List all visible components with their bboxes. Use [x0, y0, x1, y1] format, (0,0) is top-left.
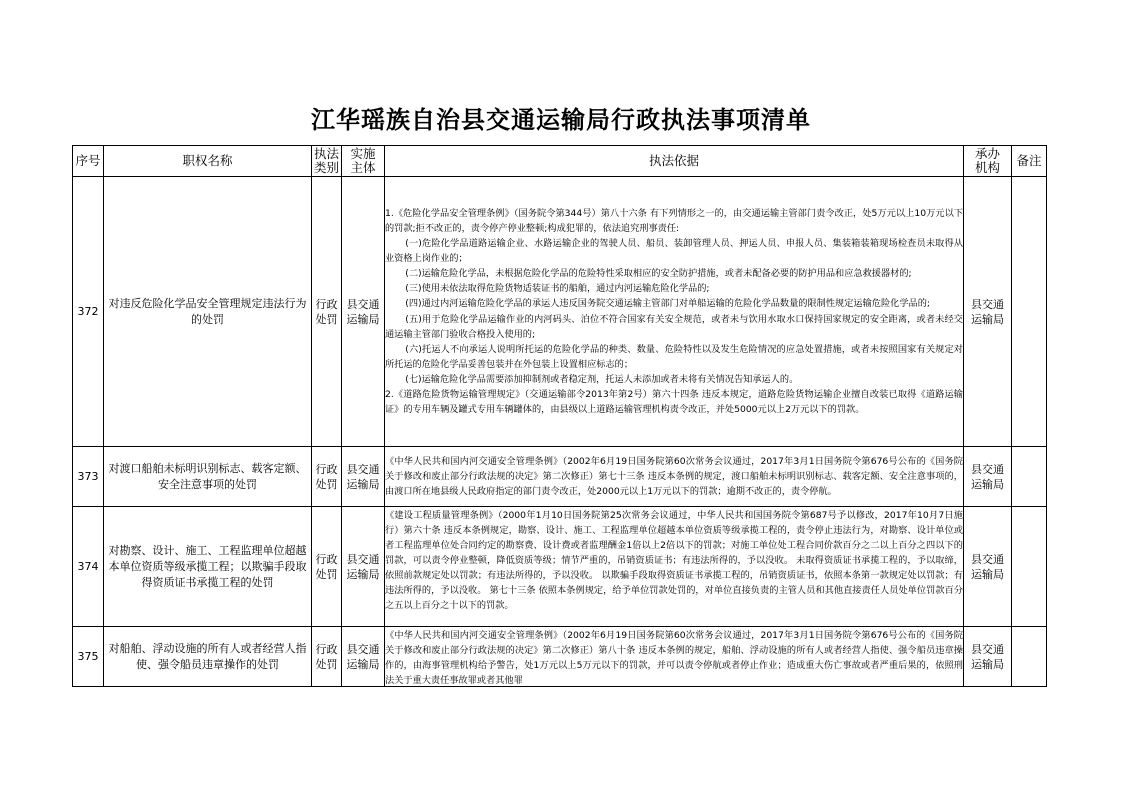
row-note — [1012, 507, 1047, 627]
header-name: 职权名称 — [104, 146, 312, 177]
row-dept: 县交通 运输局 — [964, 627, 1012, 687]
page-title: 江华瑶族自治县交通运输局行政执法事项清单 — [311, 105, 811, 134]
basis-paragraph: 《建设工程质量管理条例》（2000年1月10日国务院第25次常务会议通过，中华人民共和国国务院令第687号予以修改，2017年10月7日施行）第六十条 违反本条例规定，勘察、设计、施工、工程监理单位超越本单位资质等级承揽工程的，责令停止违法行为，对勘察、设计单位或者工程监理单位处合同约定的勘察费、设计费或者监理酬金1倍以上2倍以下的罚款；对施工单位处工程合同价款百分之二以上百分之四以下的罚款，可以责令停业整顿，降低资质等级；情节严重的，吊销资质证书；有违法所得的，予以没收。 未取得资质证书承揽工程的，予以取缔，依照前款规定处以罚款；有违法所得的，予以没收。 以欺骗手段取得资质证书承揽工程的，吊销资质证书，依照本条第一款规定处以罚款；有违法所得的，予以没收。 第七十三条 依照本条例规定，给予单位罚款处罚的，对单位直接负责的主管人员和其他直接责任人员处单位罚款百分之五以上百分之十以下的罚款。 — [385, 509, 963, 612]
basis-paragraph: (四)通过内河运输危险化学品的承运人违反国务院交通运输主管部门对单船运输的危险化学品数量的限制性规定运输危险化学品的; — [405, 298, 930, 310]
basis-paragraph: 《中华人民共和国内河交通安全管理条例》（2002年6月19日国务院第60次常务会议通过，2017年3月1日国务院令第676号公布的《国务院关于修改和废止部分行政法规的决定》第二次修正）第八十条 违反本条例的规定，船舶、浮动设施的所有人或者经营人指使、强令船员违章操作的，由海事管理机构给予警告，处1万元以上5万元以下的罚款，并可以责令停航或者停止作业；造成重大伤亡事故或者严重后果的，依照刑法关于重大责任事故罪或者其他罪 — [385, 629, 963, 686]
basis-paragraph: 1.《危险化学品安全管理条例》（国务院令第344号）第八十六条 有下列情形之一的，由交通运输主管部门责令改正，处5万元以上10万元以下的罚款;拒不改正的，责令停产停业整顿;构成犯罪的，依法追究刑事责任: — [385, 207, 963, 234]
basis-paragraph: (六)托运人不向承运人说明所托运的危险化学品的种类、数量、危险特性以及发生危险情况的应急处置措施，或者未按照国家有关规定对所托运的危险化学品妥善包装并在外包装上设置相应标志的； — [385, 343, 963, 370]
header-no: 序号 — [73, 146, 104, 177]
row-category: 行政 处罚 — [312, 177, 342, 447]
row-category: 行政 处罚 — [312, 627, 342, 687]
basis-paragraph: (七)运输危险化学品需要添加抑制剂或者稳定剂，托运人未添加或者未将有关情况告知承运人的。 — [405, 373, 799, 385]
row-no: 374 — [73, 507, 104, 627]
table-row — [73, 507, 1047, 627]
header-dept: 承办 机构 — [964, 146, 1012, 177]
table-row — [73, 447, 1047, 507]
basis-paragraph: (三)使用未依法取得危险货物适装证书的船舶，通过内河运输危险化学品的; — [405, 283, 710, 295]
row-no: 372 — [73, 177, 104, 447]
row-name: 对违反危险化学品安全管理规定违法行为的处罚 — [104, 177, 312, 447]
row-basis — [385, 177, 964, 447]
row-dept: 县交通 运输局 — [964, 177, 1012, 447]
row-note — [1012, 447, 1047, 507]
row-dept: 县交通 运输局 — [964, 507, 1012, 627]
row-basis — [385, 447, 964, 507]
row-note — [1012, 177, 1047, 447]
basis-paragraph: 《中华人民共和国内河交通安全管理条例》（2002年6月19日国务院第60次常务会议通过，2017年3月1日国务院令第676号公布的《国务院关于修改和废止部分行政法规的决定》第二次修正）第七十三条 违反本条例的规定，渡口船舶未标明识别标志、载客定额、安全注意事项的，由渡口所在地县级人民政府指定的部门责令改正，处2000元以上1万元以下的罚款；逾期不改正的，责令停航。 — [385, 455, 963, 498]
row-basis — [385, 627, 964, 687]
row-category: 行政 处罚 — [312, 447, 342, 507]
row-subject: 县交通 运输局 — [342, 627, 385, 687]
basis-paragraph: (一)危险化学品道路运输企业、水路运输企业的驾驶人员、船员、装卸管理人员、押运人员、申报人员、集装箱装箱现场检查员未取得从业资格上岗作业的； — [385, 238, 963, 265]
header-basis: 执法依据 — [385, 146, 964, 177]
row-name: 对勘察、设计、施工、工程监理单位超越本单位资质等级承揽工程；以欺骗手段取得资质证书承揽工程的处罚 — [104, 507, 312, 627]
row-no: 375 — [73, 627, 104, 687]
header-subject: 实施 主体 — [342, 146, 385, 177]
row-subject: 县交通 运输局 — [342, 507, 385, 627]
row-basis — [385, 507, 964, 627]
row-no: 373 — [73, 447, 104, 507]
enforcement-table — [72, 145, 1047, 687]
basis-paragraph: 2.《道路危险货物运输管理规定》（交通运输部令2013年第2号）第六十四条 违反本规定，道路危险货物运输企业擅自改装已取得《道路运输证》的专用车辆及罐式专用车辆罐体的，由县级以上道路运输管理机构责令改正，并处5000元以上2万元以下的罚款。 — [385, 388, 963, 416]
basis-paragraph: (二)运输危险化学品，未根据危险化学品的危险特性采取相应的安全防护措施，或者未配备必要的防护用品和应急救援器材的; — [405, 268, 912, 280]
table-row — [73, 627, 1047, 687]
row-dept: 县交通 运输局 — [964, 447, 1012, 507]
row-note — [1012, 627, 1047, 687]
header-category: 执法 类别 — [312, 146, 342, 177]
row-name: 对渡口船舶未标明识别标志、载客定额、安全注意事项的处罚 — [104, 447, 312, 507]
table-header-row — [73, 146, 1047, 177]
row-subject: 县交通 运输局 — [342, 447, 385, 507]
row-name: 对船舶、浮动设施的所有人或者经营人指使、强令船员违章操作的处罚 — [104, 627, 312, 687]
basis-paragraph: (五)用于危险化学品运输作业的内河码头、泊位不符合国家有关安全规范，或者未与饮用水取水口保持国家规定的安全距离，或者未经交通运输主管部门验收合格投入使用的; — [385, 313, 963, 340]
row-category: 行政 处罚 — [312, 507, 342, 627]
row-subject: 县交通 运输局 — [342, 177, 385, 447]
table-row — [73, 177, 1047, 447]
header-note: 备注 — [1012, 146, 1047, 177]
